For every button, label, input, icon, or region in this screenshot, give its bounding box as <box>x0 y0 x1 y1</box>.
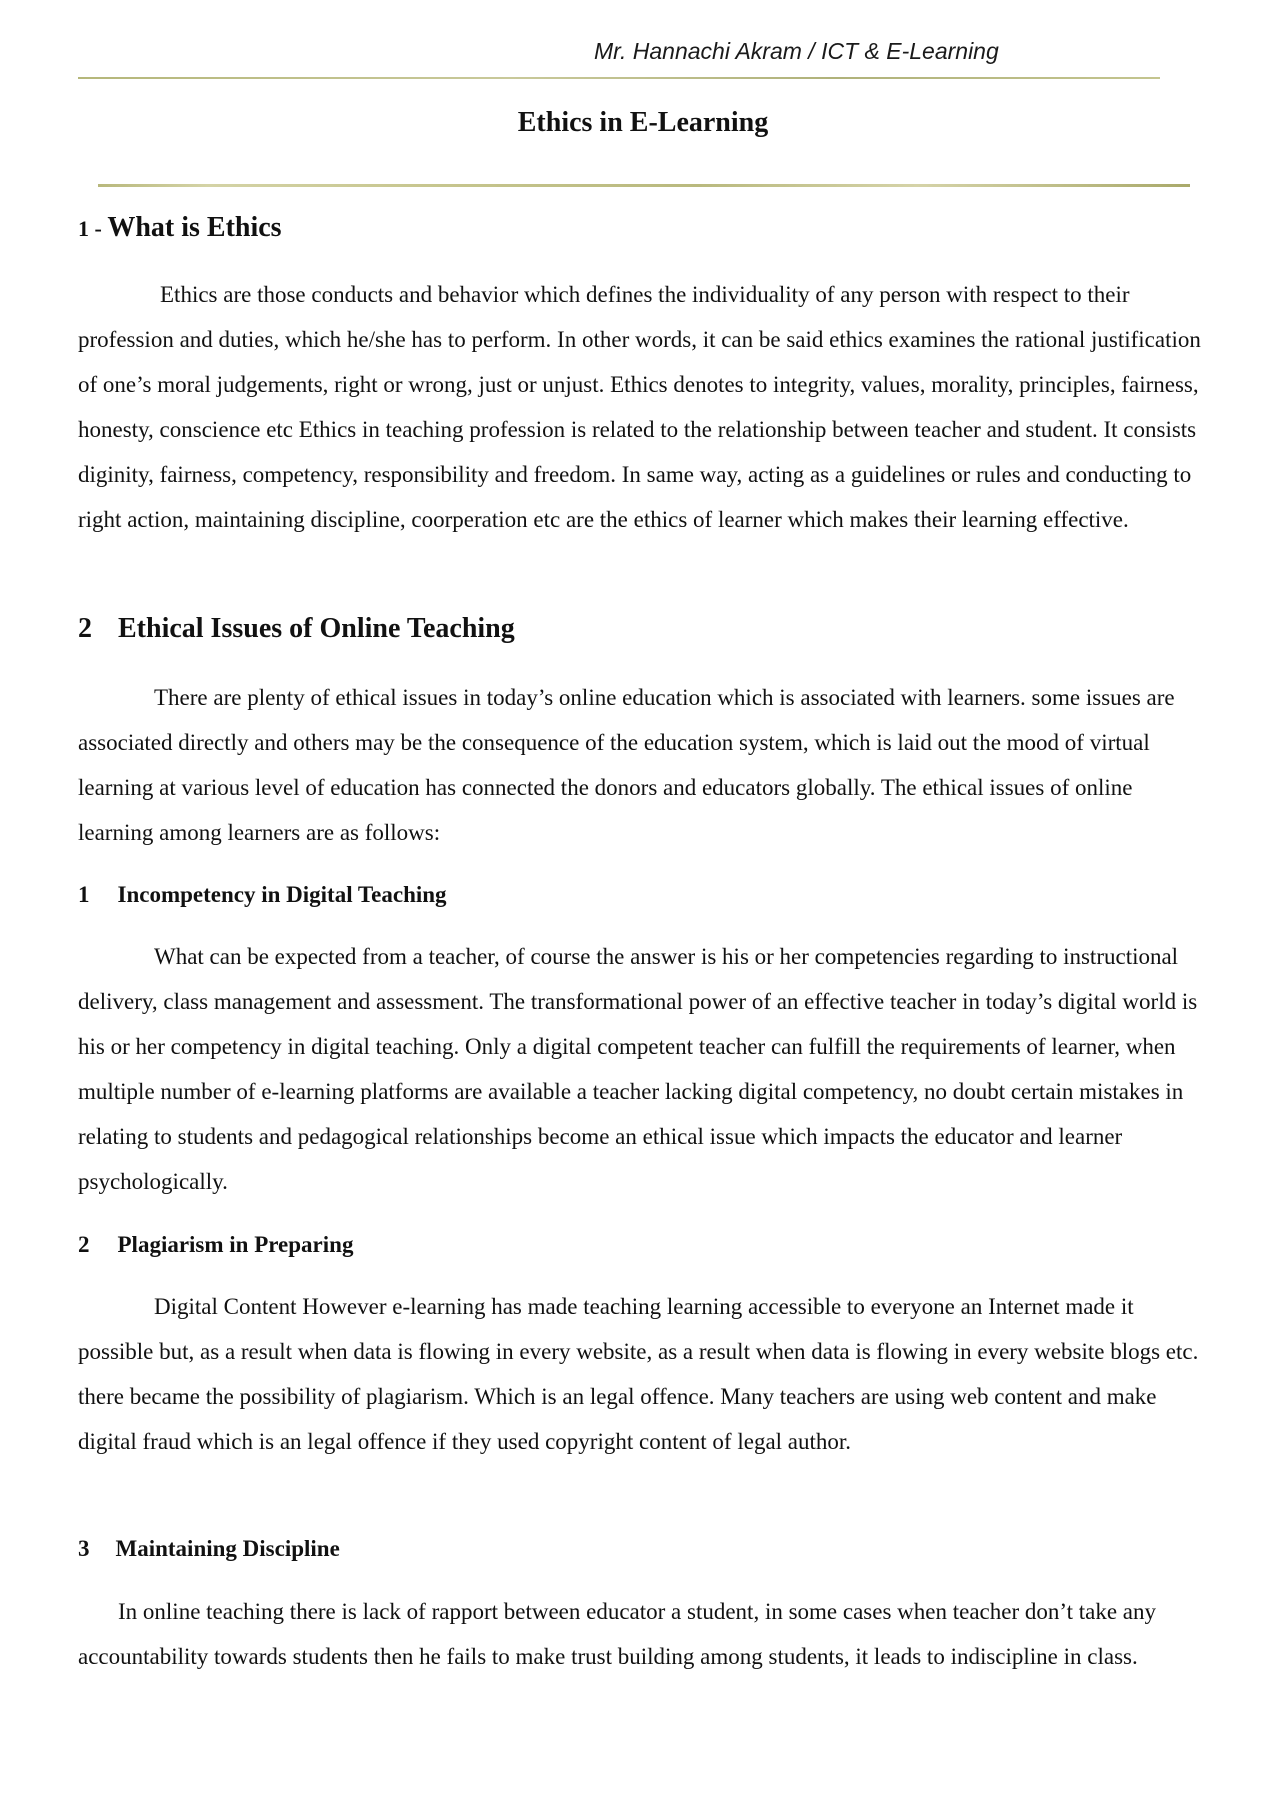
section-heading-text: What is Ethics <box>107 212 282 243</box>
subsection-number: 2 <box>78 1232 90 1257</box>
subsection-number: 1 <box>78 882 90 907</box>
header-author-line: Mr. Hannachi Akram / ICT & E-Learning <box>594 38 999 64</box>
subsection-number: 3 <box>78 1536 90 1561</box>
section-number: 1 <box>78 216 89 241</box>
subsection-heading-incompetency <box>78 882 447 908</box>
subsection-heading-text: Maintaining Discipline <box>115 1536 340 1561</box>
subsection-heading-discipline <box>78 1536 340 1562</box>
subsection-paragraph-incompetency: What can be expected from a teacher, of course the answer is his or her competencies regarding to instructional delivery, class management and assessment. The transformational power of an effective teacher in today’s digital world is his or her competency in digital teaching. Only a digital competent teacher can fulfill the requirements of learner, when multiple number of e-learning platforms are available a teacher lacking digital competency, no doubt certain mistakes in relating to students and pedagogical relationships become an ethical issue which impacts the educator and learner psychologically. <box>78 944 1198 1194</box>
section-paragraph-what-is-ethics: Ethics are those conducts and behavior which defines the individuality of any person with respect to their profession and duties, which he/she has to perform. In other words, it can be said ethics examines the rational justification of one’s moral judgements, right or wrong, just or unjust. Ethics denotes to integrity, values, morality, principles, fairness, honesty, conscience etc Ethics in teaching profession is related to the relationship between teacher and student. It consists diginity, fairness, competency, responsibility and freedom. In same way, acting as a guidelines or rules and conducting to right action, maintaining discipline, coorperation etc are the ethics of learner which makes their learning effective. <box>78 282 1201 532</box>
section-number: 2 <box>78 613 92 644</box>
section-heading-what-is-ethics <box>78 212 282 244</box>
section-heading-ethical-issues <box>78 613 515 645</box>
title-divider <box>98 184 1190 187</box>
section-heading-text: Ethical Issues of Online Teaching <box>118 613 515 644</box>
subsection-heading-text: Incompetency in Digital Teaching <box>117 882 447 907</box>
subsection-paragraph-plagiarism: Digital Content However e-learning has made teaching learning accessible to everyone an Internet made it possible but, as a result when data is flowing in every website, as a result when data is flowing in every website blogs etc. there became the possibility of plagiarism. Which is an legal offence. Many teachers are using web content and make digital fraud which is an legal offence if they used copyright content of legal author. <box>78 1294 1199 1454</box>
section-paragraph-ethical-issues: There are plenty of ethical issues in today’s online education which is associated with learners. some issues are associated directly and others may be the consequence of the education system, which is laid out the mood of virtual learning at various level of education has connected the donors and educators globally. The ethical issues of online learning among learners are as follows: <box>78 685 1175 845</box>
section-separator: - <box>89 216 108 241</box>
subsection-paragraph-discipline: In online teaching there is lack of rapport between educator a student, in some cases when teacher don’t take any accountability towards students then he fails to make trust building among students, it leads to indiscipline in class. <box>78 1599 1157 1669</box>
header-divider <box>78 77 1160 79</box>
subsection-heading-plagiarism <box>78 1232 353 1258</box>
subsection-heading-text: Plagiarism in Preparing <box>117 1232 354 1257</box>
document-title-text: Ethics in E-Learning <box>517 107 769 138</box>
document-title <box>0 107 1280 139</box>
